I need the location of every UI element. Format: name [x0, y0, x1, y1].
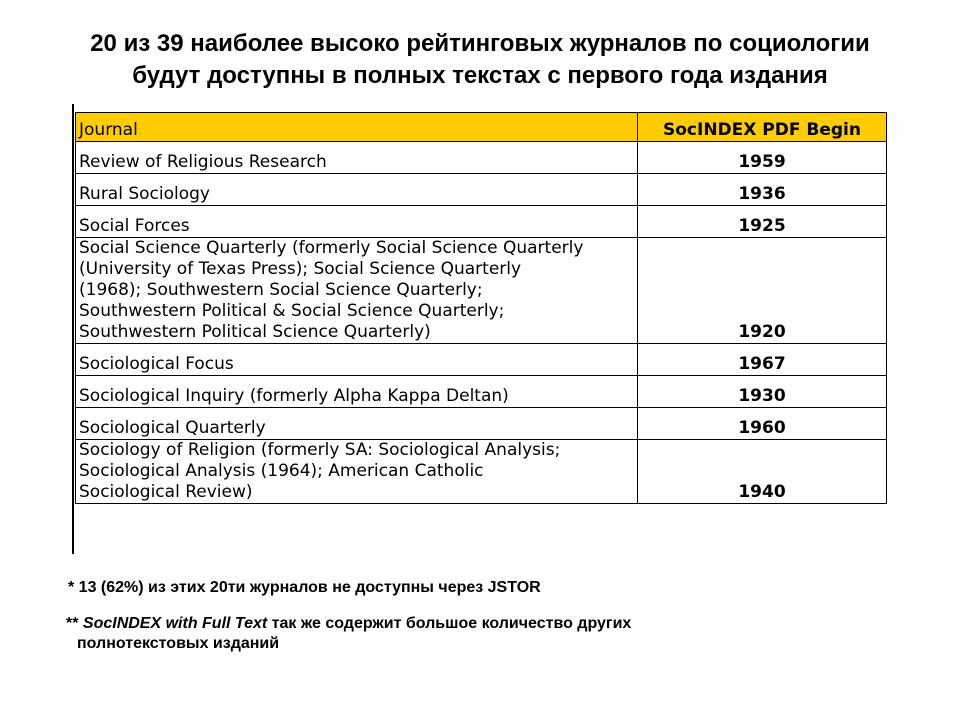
journal-name-line: Social Science Quarterly (formerly Social Science Quarterly — [79, 238, 584, 258]
footnote-text-line-2: полнотекстовых изданий — [77, 635, 280, 652]
journal-name — [76, 376, 638, 408]
journal-name — [76, 174, 638, 206]
journal-name-line: Sociological Quarterly — [79, 418, 266, 438]
page-title — [0, 28, 960, 92]
title-line-2: будут доступны в полных текстах с первого года издания — [132, 62, 828, 89]
begin-year: 1930 — [638, 376, 887, 408]
footnote-marker: ** — [66, 615, 83, 632]
journal-name-line: Rural Sociology — [79, 184, 210, 204]
begin-year: 1925 — [638, 206, 887, 238]
begin-year: 1960 — [638, 408, 887, 440]
journal-name — [76, 408, 638, 440]
footnote-jstor: * 13 (62%) из этих 20ти журналов не доступны через JSTOR — [68, 579, 541, 596]
table-row — [76, 376, 887, 408]
journal-name — [76, 344, 638, 376]
footnote-product-name: SocINDEX with Full Text — [82, 615, 268, 632]
table-row — [76, 440, 887, 504]
table-row — [76, 206, 887, 238]
header-journal: Journal — [76, 113, 638, 142]
journal-name-line: Sociological Review) — [79, 482, 253, 502]
footnote-socindex — [66, 614, 826, 654]
begin-year: 1940 — [638, 440, 887, 504]
journal-name-line: Sociological Inquiry (formerly Alpha Kappa Deltan) — [79, 386, 509, 406]
journals-table — [75, 112, 887, 504]
title-line-1: 20 из 39 наиболее высоко рейтинговых журналов по социологии — [90, 30, 870, 57]
table-header-row — [76, 113, 887, 142]
footnote-text: так же содержит большое количество других — [267, 615, 632, 632]
journal-name-line: Sociology of Religion (formerly SA: Sociological Analysis; — [79, 440, 561, 460]
journal-name — [76, 206, 638, 238]
journal-name-line: (University of Texas Press); Social Science Quarterly — [79, 259, 522, 279]
begin-year: 1920 — [638, 238, 887, 344]
journal-name-line: (1968); Southwestern Social Science Quarterly; — [79, 280, 483, 300]
journal-name — [76, 440, 638, 504]
table-row — [76, 142, 887, 174]
journal-name-line: Southwestern Political & Social Science Quarterly; — [79, 301, 505, 321]
table-row — [76, 174, 887, 206]
table-row — [76, 408, 887, 440]
journal-name-line: Sociological Focus — [79, 354, 234, 374]
table-row — [76, 344, 887, 376]
journal-name-line: Southwestern Political Science Quarterly) — [79, 322, 431, 342]
journal-name-line: Social Forces — [79, 216, 190, 236]
begin-year: 1959 — [638, 142, 887, 174]
journal-name-line: Sociological Analysis (1964); American Catholic — [79, 461, 484, 481]
header-socindex-begin: SocINDEX PDF Begin — [638, 113, 887, 142]
journal-name — [76, 142, 638, 174]
journal-name-line: Review of Religious Research — [79, 152, 327, 172]
table-row — [76, 238, 887, 344]
begin-year: 1936 — [638, 174, 887, 206]
begin-year: 1967 — [638, 344, 887, 376]
journal-name — [76, 238, 638, 344]
